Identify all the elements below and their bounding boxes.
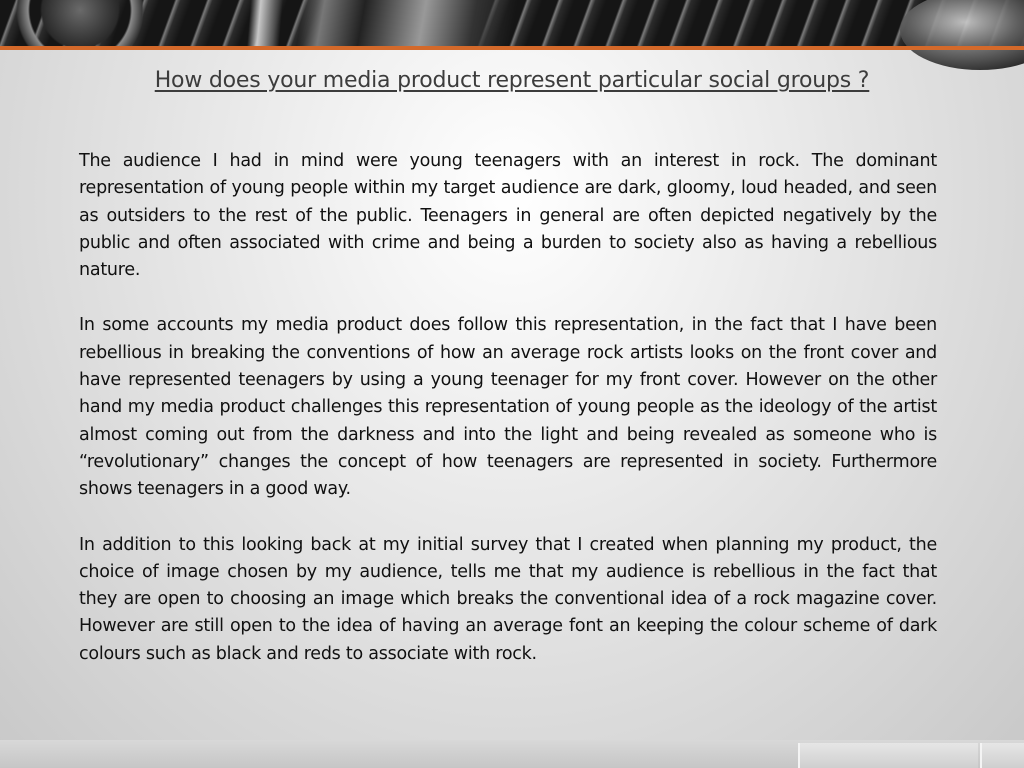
body-paragraph-3: In addition to this looking back at my initial survey that I created when planning my product, the choice of image chosen by my audience, tells me that my audience is rebellious in the fact that they are open to choosing an image which breaks the conventional idea of a rock magazine cover. However are still open to the idea of having an average font an keeping the colour scheme of dark colours such as black and reds to associate with rock. [79, 534, 937, 664]
accent-divider [0, 46, 1024, 50]
body-paragraph-2: In some accounts my media product does follow this representation, in the fact that I have been rebellious in breaking the conventions of how an average rock artists looks on the front cover and have represented teenagers by using a young teenager for my front cover. However on the other hand my media product challenges this representation of young people as the ideology of the artist almost coming out from the darkness and into the light and being revealed as someone who is “revolutionary” changes the concept of how teenagers are represented in society. Furthermore shows teenagers in a good way. [79, 315, 937, 500]
footer-block [980, 743, 1024, 768]
body-paragraph-1: The audience I had in mind were young teenagers with an interest in rock. The dominant representation of young people within my target audience are dark, gloomy, loud headed, and seen as outsiders to the rest of the public. Teenagers in general are often depicted negatively by the public and often associated with crime and being a burden to society also as having a rebellious nature. [79, 151, 937, 281]
footer-block [798, 743, 978, 768]
slide-title: How does your media product represent particular social groups ? [154, 68, 870, 93]
header-banner-image [0, 0, 1024, 46]
slide-body [79, 148, 937, 696]
